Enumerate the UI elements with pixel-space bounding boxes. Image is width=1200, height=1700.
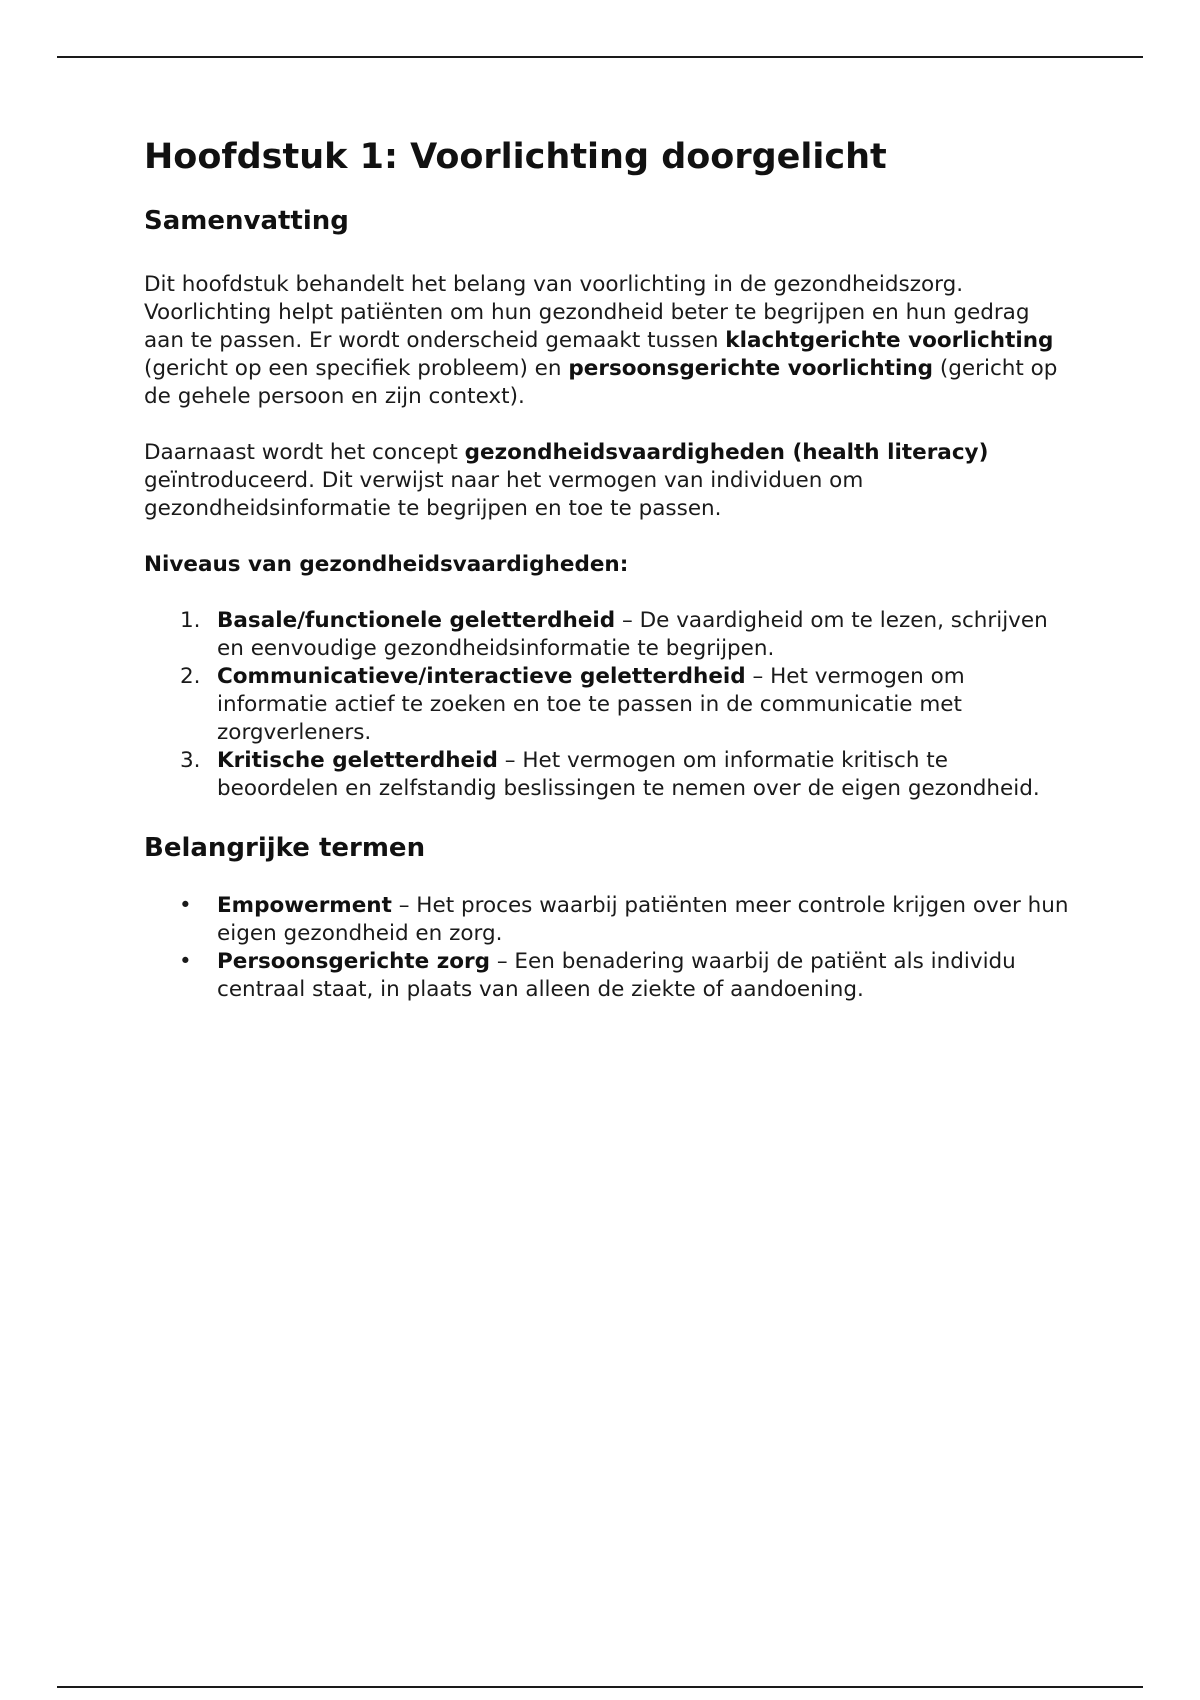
- levels-heading-text: Niveaus van gezondheidsvaardigheden:: [144, 552, 629, 578]
- level-term: Kritische geletterdheid: [217, 748, 498, 774]
- list-item-term-2: [144, 948, 1074, 1004]
- level-term: Basale/functionele geletterdheid: [217, 608, 616, 634]
- list-number: 3.: [180, 748, 201, 774]
- term-description: – Een benadering waarbij de patiënt als individu centraal staat, in plaats van alleen de ziekte of aandoening.: [217, 949, 1016, 1003]
- list-item-term-1: [144, 892, 1074, 948]
- level-term: Communicatieve/interactieve geletterdheid: [217, 664, 746, 690]
- level-description: – De vaardigheid om te lezen, schrijven en eenvoudige gezondheidsinformatie te begrijpen.: [217, 608, 1048, 662]
- summary-paragraph-1: [144, 271, 1074, 411]
- page-title: Hoofdstuk 1: Voorlichting doorgelicht: [144, 137, 887, 177]
- bullet-icon: •: [179, 949, 192, 975]
- terms-list: [144, 892, 1074, 1004]
- list-number: 1.: [180, 608, 201, 634]
- term-name: Persoonsgerichte zorg: [217, 949, 491, 975]
- level-description: – Het vermogen om informatie kritisch te beoordelen en zelfstandig beslissingen te nemen over de eigen gezondheid.: [217, 748, 1040, 802]
- document-body: [144, 136, 1074, 1004]
- para1-text-1: Dit hoofdstuk behandelt het belang van voorlichting in de gezondheidszorg. Voorlichting helpt patiënten om hun gezondheid beter te begrijpen en hun gedrag aan te passen. Er wordt onderscheid gemaakt tussen: [144, 272, 1030, 354]
- list-item-level-3: [144, 747, 1074, 803]
- terms-heading: Belangrijke termen: [144, 833, 426, 864]
- para2-text-2: geïntroduceerd. Dit verwijst naar het vermogen van individuen om gezondheidsinformatie te begrijpen en toe te passen.: [144, 468, 864, 522]
- term-name: Empowerment: [217, 893, 392, 919]
- list-item-level-1: [144, 607, 1074, 663]
- top-rule: [57, 56, 1143, 58]
- para1-text-2: (gericht op een specifiek probleem) en: [144, 356, 569, 382]
- para1-bold-1: klachtgerichte voorlichting: [725, 328, 1054, 354]
- list-item-level-2: [144, 663, 1074, 747]
- bullet-icon: •: [179, 893, 192, 919]
- para2-bold-1: gezondheidsvaardigheden (health literacy): [464, 440, 989, 466]
- levels-list: [144, 607, 1074, 803]
- list-number: 2.: [180, 664, 201, 690]
- term-description: – Het proces waarbij patiënten meer controle krijgen over hun eigen gezondheid en zorg.: [217, 893, 1069, 947]
- bottom-rule: [57, 1686, 1143, 1688]
- summary-heading: Samenvatting: [144, 206, 349, 236]
- para1-bold-2: persoonsgerichte voorlichting: [568, 356, 934, 382]
- level-description: – Het vermogen om informatie actief te zoeken en toe te passen in de communicatie met zorgverleners.: [217, 664, 965, 746]
- para1-text-3: (gericht op de gehele persoon en zijn context).: [144, 356, 1058, 410]
- summary-paragraph-2: [144, 439, 1074, 523]
- para2-text-1: Daarnaast wordt het concept: [144, 440, 465, 466]
- levels-heading: [144, 551, 1074, 579]
